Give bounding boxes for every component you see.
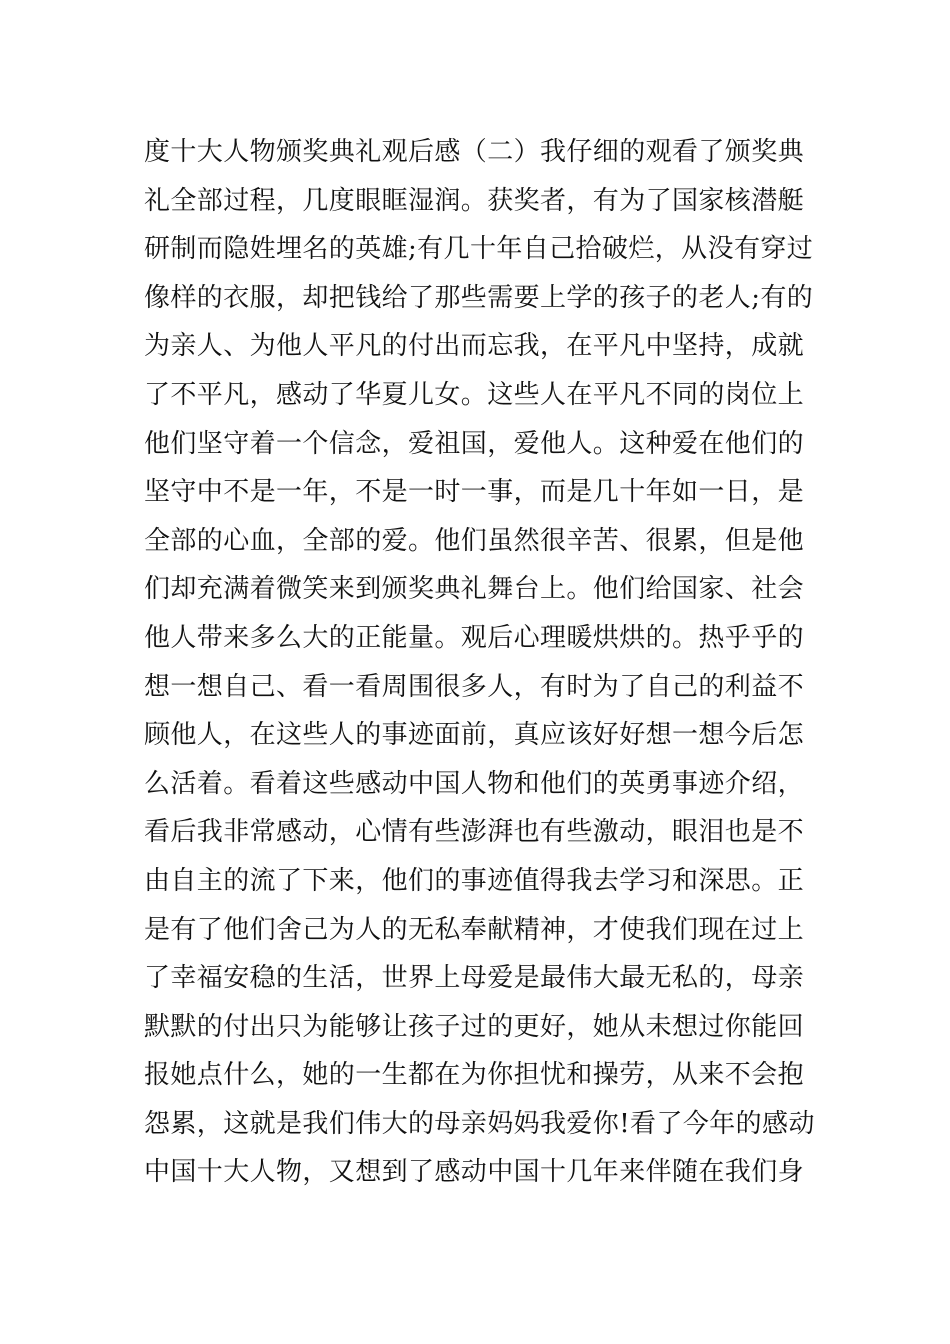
text-line: 度十大人物颁奖典礼观后感（二）我仔细的观看了颁奖典 — [144, 137, 805, 167]
text-line: 研制而隐姓埋名的英雄;有几十年自己拾破烂，从没有穿过 — [144, 234, 814, 265]
text-line: 们却充满着微笑来到颁奖典礼舞台上。他们给国家、社会 — [144, 574, 805, 605]
text-line: 由自主的流了下来，他们的事迹值得我去学习和深思。正 — [144, 865, 805, 896]
text-line: 他人带来多么大的正能量。观后心理暖烘烘的。热乎乎的 — [144, 622, 805, 653]
text-line: 怨累，这就是我们伟大的母亲妈妈我爱你!看了今年的感动 — [144, 1108, 815, 1139]
text-line: 报她点什么，她的一生都在为你担忧和操劳，从来不会抱 — [144, 1060, 805, 1091]
text-line: 是有了他们舍己为人的无私奉献精神，才使我们现在过上 — [144, 914, 805, 945]
text-line: 全部的心血，全部的爱。他们虽然很辛苦、很累，但是他 — [144, 525, 805, 556]
body-text — [144, 128, 824, 1197]
text-line: 了不平凡，感动了华夏儿女。这些人在平凡不同的岗位上 — [144, 379, 805, 410]
text-line: 中国十大人物，又想到了感动中国十几年来伴随在我们身 — [144, 1157, 805, 1188]
text-line: 么活着。看着这些感动中国人物和他们的英勇事迹介绍， — [144, 768, 805, 799]
text-line: 想一想自己、看一看周围很多人，有时为了自己的利益不 — [144, 671, 805, 702]
text-line: 礼全部过程，几度眼眶湿润。获奖者，有为了国家核潜艇 — [144, 185, 805, 216]
text-line: 顾他人，在这些人的事迹面前，真应该好好想一想今后怎 — [144, 720, 805, 751]
text-line: 看后我非常感动，心情有些澎湃也有些激动，眼泪也是不 — [144, 817, 805, 848]
text-line: 为亲人、为他人平凡的付出而忘我，在平凡中坚持，成就 — [144, 331, 805, 362]
text-line: 他们坚守着一个信念，爱祖国，爱他人。这种爱在他们的 — [144, 428, 805, 459]
text-line: 了幸福安稳的生活，世界上母爱是最伟大最无私的，母亲 — [144, 963, 805, 994]
text-line: 坚守中不是一年，不是一时一事，而是几十年如一日，是 — [144, 477, 805, 508]
text-line: 像样的衣服，却把钱给了那些需要上学的孩子的老人;有的 — [144, 282, 814, 313]
text-line: 默默的付出只为能够让孩子过的更好，她从未想过你能回 — [144, 1011, 805, 1042]
